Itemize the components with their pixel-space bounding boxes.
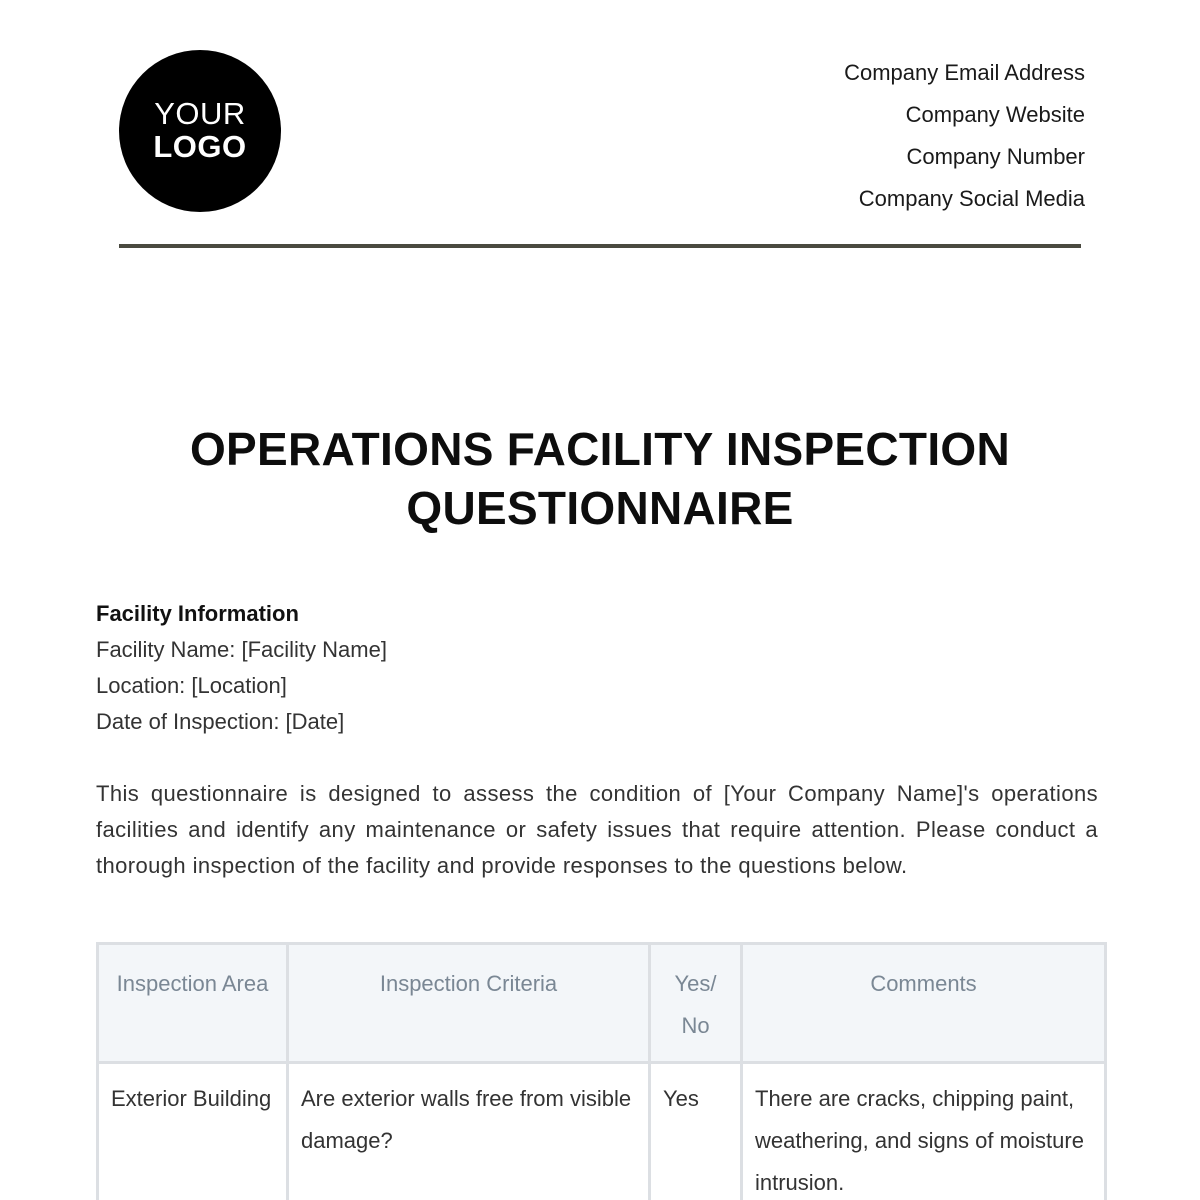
intro-paragraph: This questionnaire is designed to assess the condition of [Your Company Name]'s operations facilities and identify any maintenance or safety issues that require attention. Please conduct a thorough inspection of the facility and provide responses to the questions below.: [96, 781, 1098, 878]
header-divider: [119, 244, 1081, 248]
document-title: [100, 420, 1100, 538]
logo-line-1: YOUR: [154, 96, 246, 132]
company-social-media: Company Social Media: [858, 186, 1085, 211]
header-inspection-criteria: Inspection Criteria: [288, 944, 650, 1063]
company-website: Company Website: [905, 102, 1085, 127]
facility-info-heading: Facility Information: [96, 601, 299, 626]
header-comments: Comments: [742, 944, 1106, 1063]
title-line-1: OPERATIONS FACILITY INSPECTION: [189, 423, 1011, 475]
header-yes-no: Yes/ No: [650, 944, 742, 1063]
inspection-table: [96, 942, 1107, 1200]
cell-inspection-criteria: Are exterior walls free from visible damage?: [288, 1063, 650, 1200]
facility-name: Facility Name: [Facility Name]: [96, 637, 387, 662]
company-email: Company Email Address: [844, 60, 1085, 85]
cell-comments: There are cracks, chipping paint, weathering, and signs of moisture intrusion.: [742, 1063, 1106, 1200]
header-inspection-area: Inspection Area: [98, 944, 288, 1063]
logo-line-2: LOGO: [153, 129, 247, 164]
cell-yes-no: Yes: [650, 1063, 742, 1200]
company-number: Company Number: [906, 144, 1085, 169]
company-contact-block: [844, 52, 1085, 220]
company-logo: [119, 50, 281, 212]
table-header-row: [98, 944, 1106, 1063]
table-row: [98, 1063, 1106, 1200]
facility-location: Location: [Location]: [96, 673, 287, 698]
facility-information: [96, 596, 387, 740]
title-line-2: QUESTIONNAIRE: [406, 482, 794, 534]
inspection-date: Date of Inspection: [Date]: [96, 709, 345, 734]
cell-inspection-area: Exterior Building: [98, 1063, 288, 1200]
